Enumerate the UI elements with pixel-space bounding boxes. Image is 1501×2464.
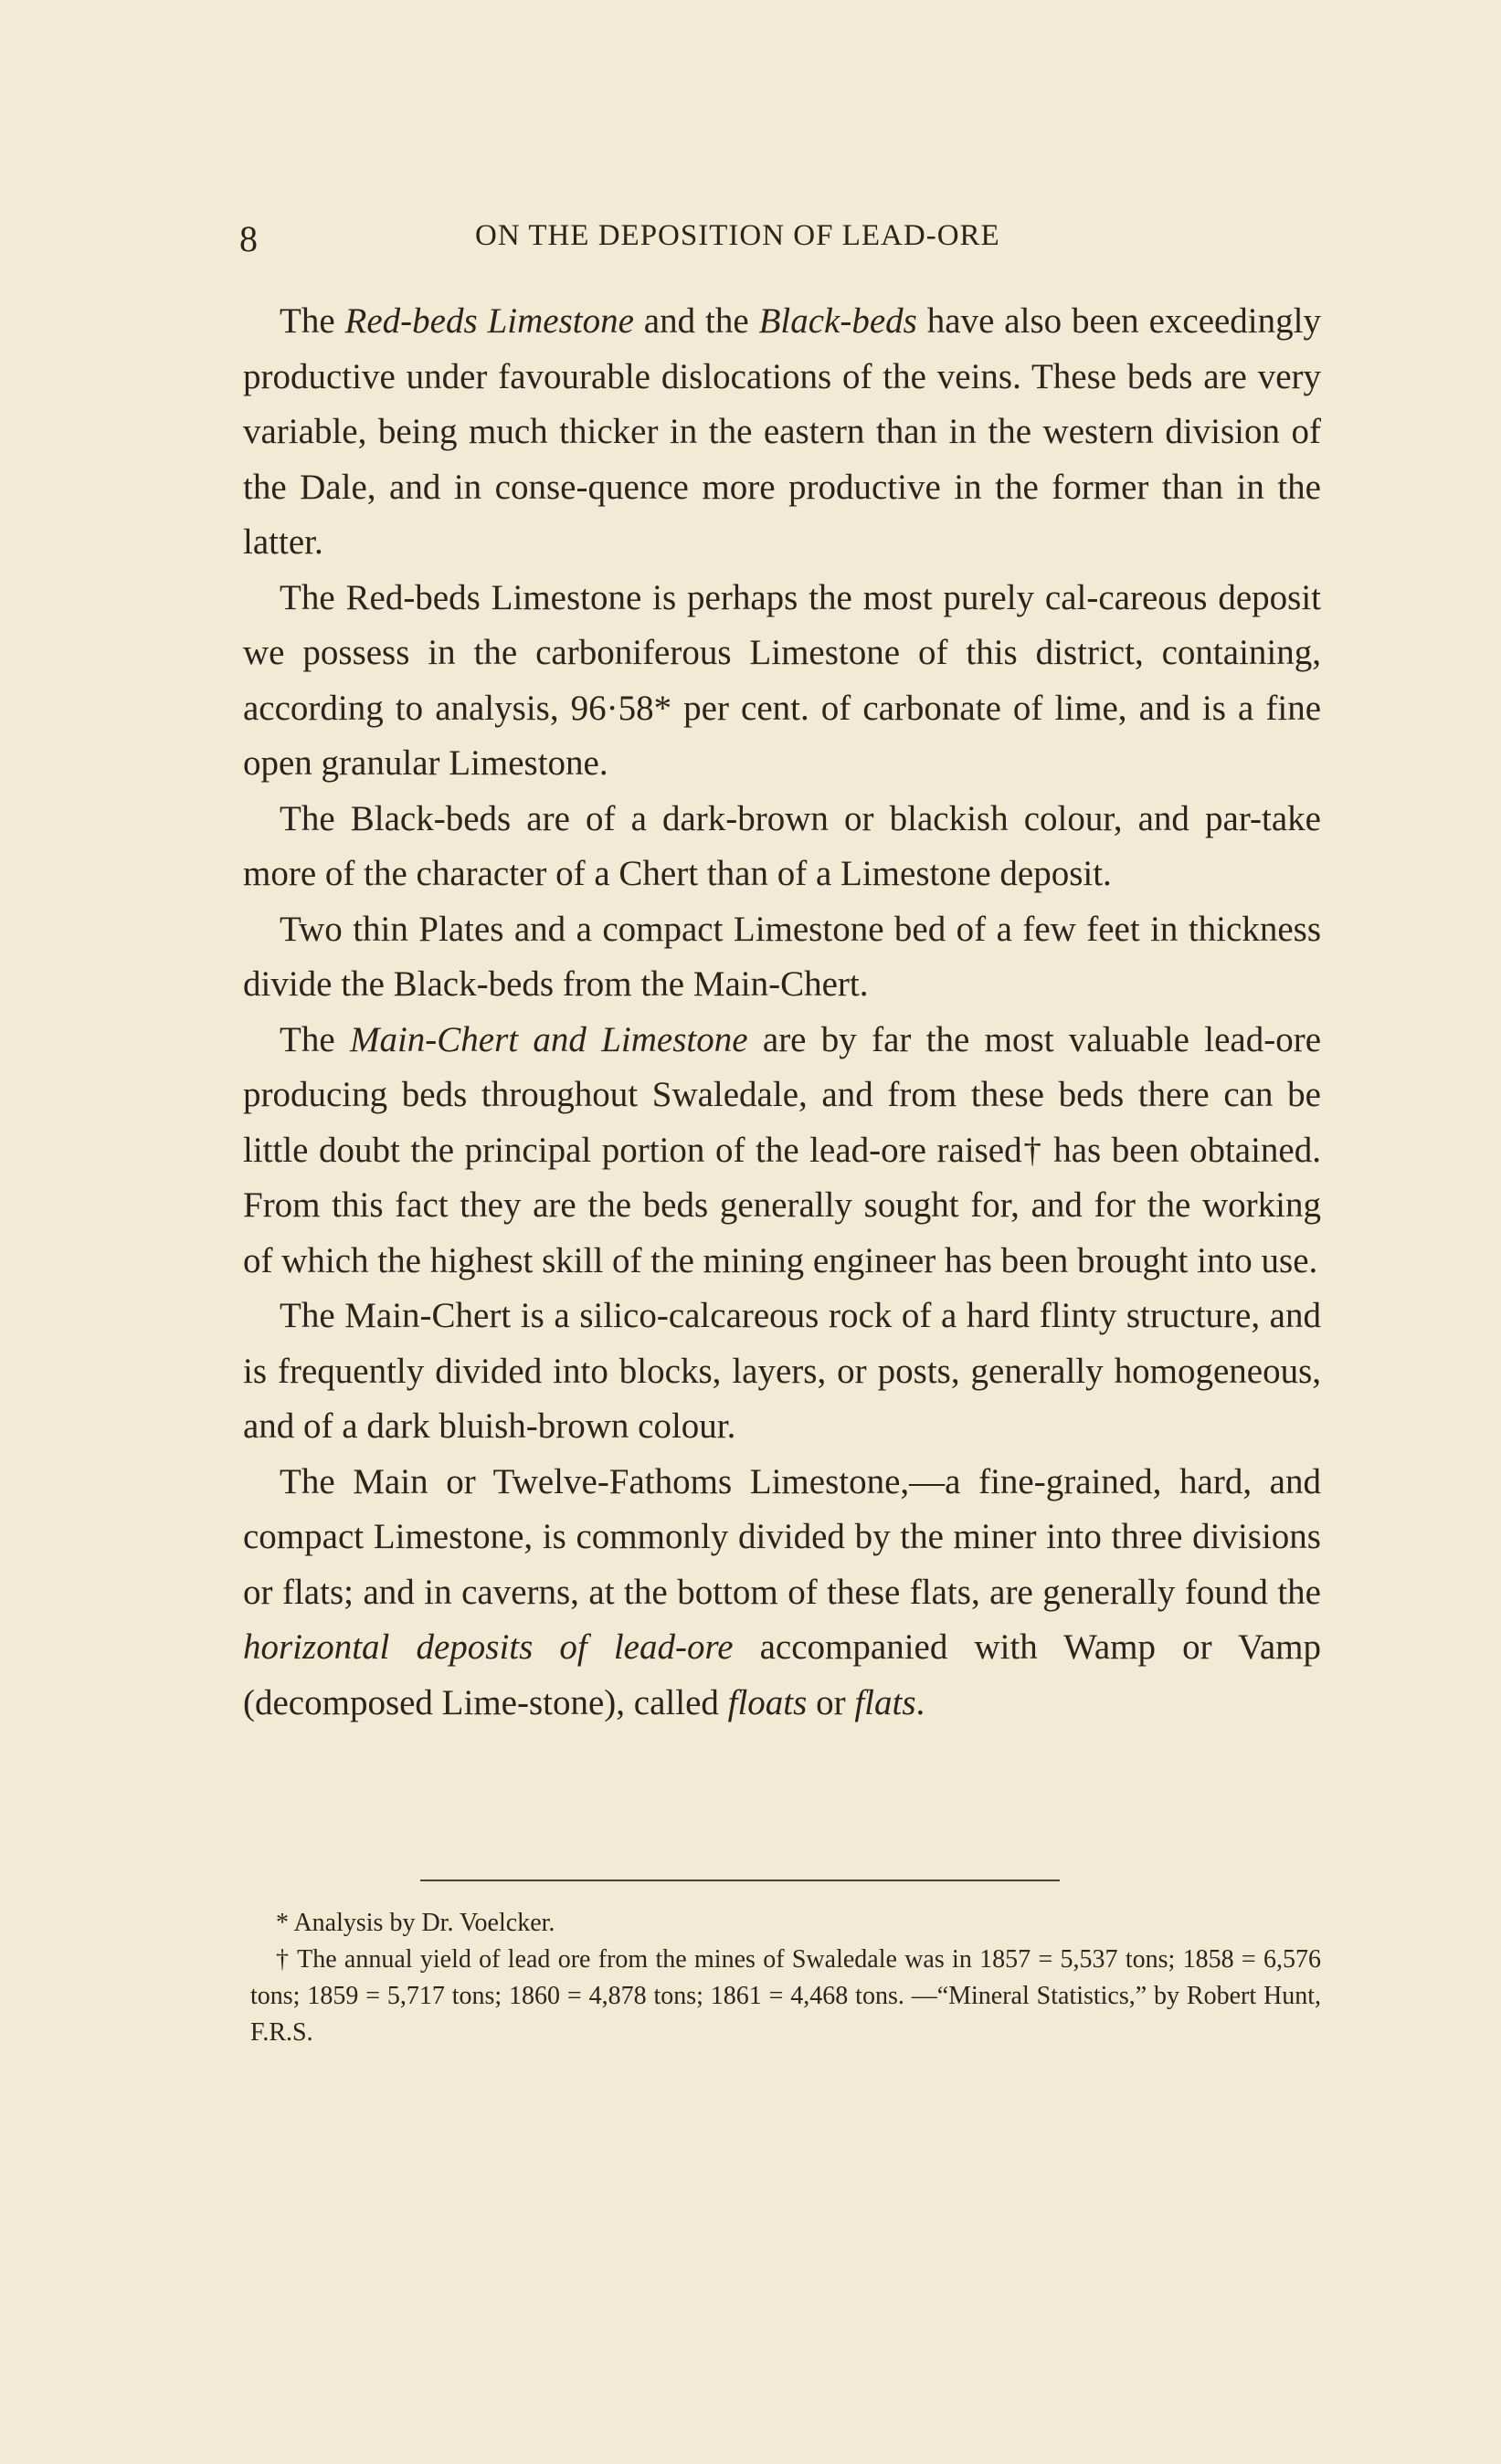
footnote-divider [420,1880,1060,1881]
footnote-analysis: * Analysis by Dr. Voelcker. [276,1909,555,1937]
paragraph-red-beds-limestone: The Red-beds Limestone is perhaps the most purely cal-careous deposit we possess in the carboniferous Limestone of this district, containing, according to analysis, 96·58* per cent. of carbonate of lime, and is a fine open granular Limestone. [243,577,1321,783]
paragraph-red-beds-black-beds: The Red-beds Limestone and the Black-beds have also been exceedingly productive under favourable dislocations of the veins. These beds are very variable, being much thicker in the eastern than in the western division of the Dale, and in conse-quence more productive in the former than in the latter. [243,301,1321,562]
italic-term-red-beds-limestone: Red-beds Limestone [344,301,634,341]
running-title: ON THE DEPOSITION OF LEAD-ORE [475,219,1000,252]
body-text [243,294,1321,1731]
page-number: 8 [239,218,258,259]
paragraph-main-chert-and-limestone: The Main-Chert and Limestone are by far the most valuable lead-ore producing beds throughout Swaledale, and from these beds there can be little doubt the principal portion of the lead-ore raised† has been obtained. From this fact they are the beds generally sought for, and for the working of which the highest skill of the mining engineer has been brought into use. [243,1019,1321,1280]
italic-term-black-beds: Black-beds [758,301,917,341]
italic-term-horizontal-deposits: horizontal deposits of lead-ore [243,1627,734,1667]
paragraph-black-beds: The Black-beds are of a dark-brown or blackish colour, and par-take more of the character of a Chert than of a Limestone deposit. [243,798,1321,893]
paragraph-two-thin-plates: Two thin Plates and a compact Limestone bed of a few feet in thickness divide the Black-beds from the Main-Chert. [243,909,1321,1004]
italic-term-main-chert-and-limestone: Main-Chert and Limestone [349,1019,748,1059]
footnotes [250,1905,1321,2051]
paragraph-main-chert: The Main-Chert is a silico-calcareous rock of a hard flinty structure, and is frequently divided into blocks, layers, or posts, generally homogeneous, and of a dark bluish-brown colour. [243,1296,1321,1446]
footnote-annual-yield: † The annual yield of lead ore from the mines of Swaledale was in 1857 = 5,537 tons; 1858 = 6,576 tons; 1859 = 5,717 tons; 1860 = 4,878 tons; 1861 = 4,468 tons. —“Mineral Statistics,” by Robert Hunt, F.R.S. [250,1945,1321,2047]
italic-term-floats: floats [727,1682,808,1722]
italic-term-flats: flats [854,1682,916,1722]
paragraph-twelve-fathoms-limestone: The Main or Twelve-Fathoms Limestone,—a fine-grained, hard, and compact Limestone, is commonly divided by the miner into three divisions or flats; and in caverns, at the bottom of these flats, are generally found the horizontal deposits of lead-ore accompanied with Wamp or Vamp (decomposed Lime-stone), called floats or flats. [243,1461,1321,1722]
